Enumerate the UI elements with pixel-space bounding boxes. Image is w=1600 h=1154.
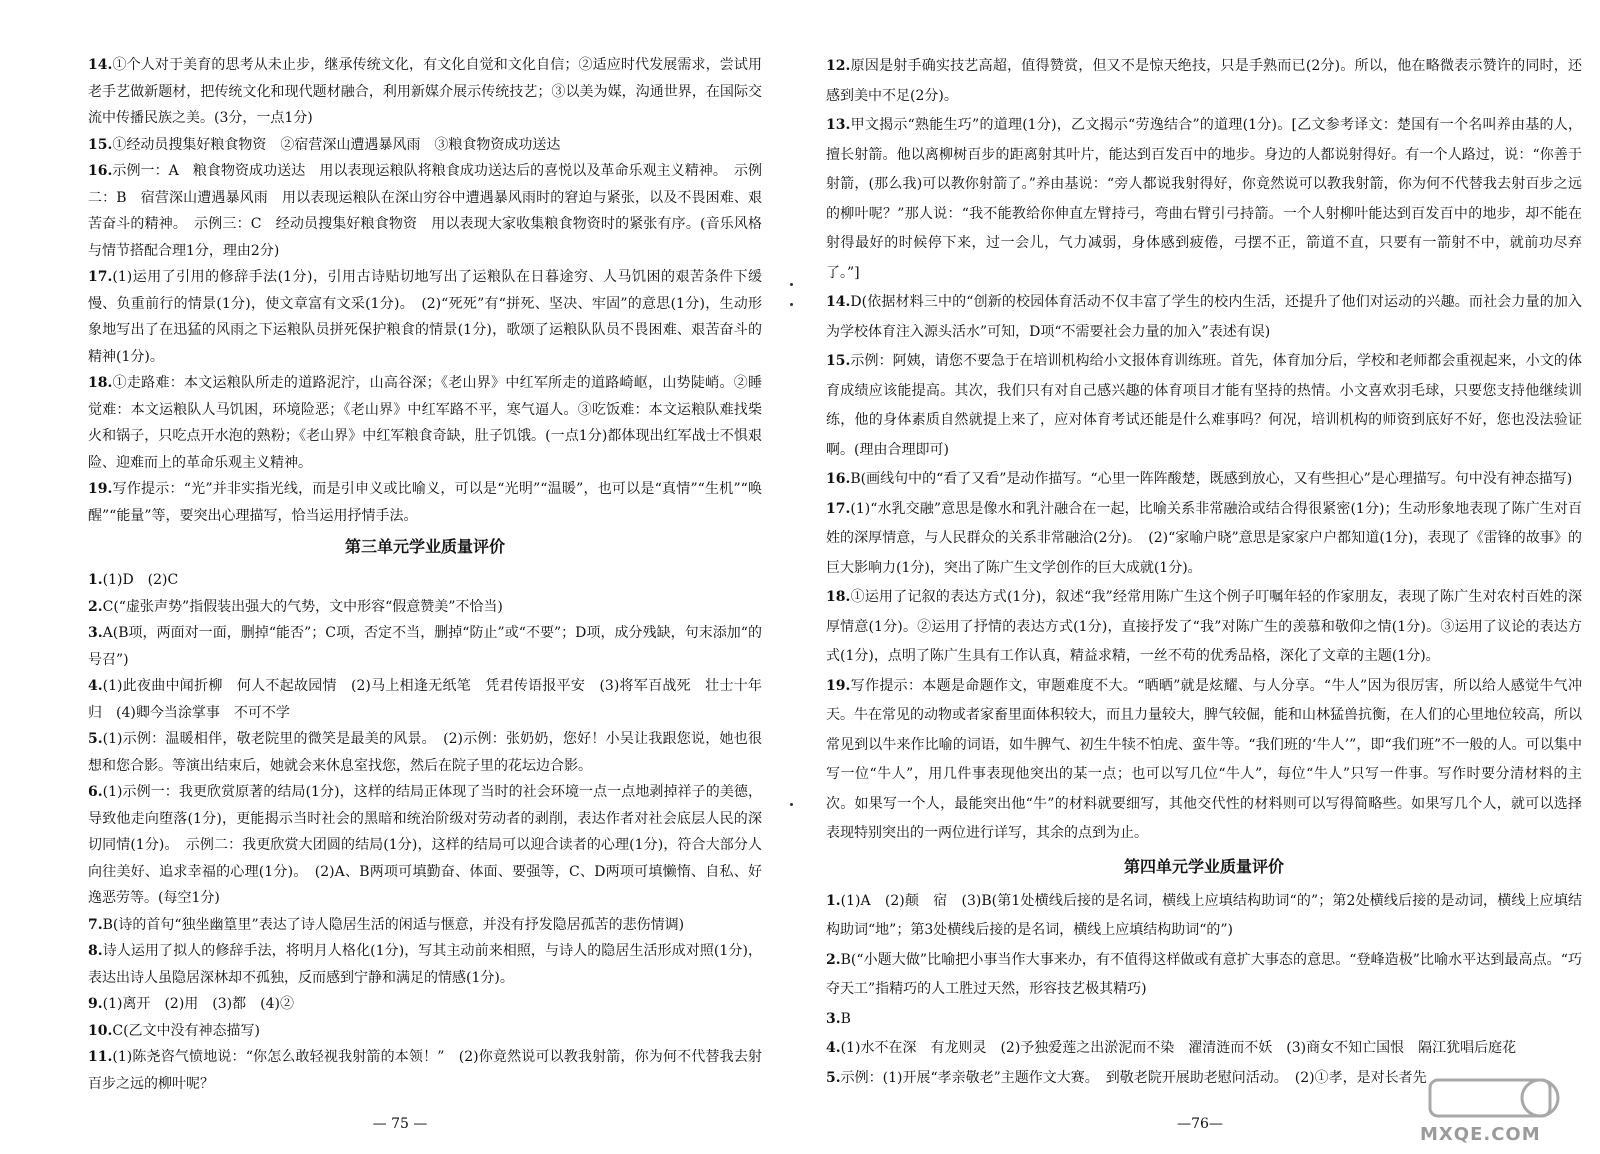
answer-item bbox=[88, 52, 762, 132]
answer-item bbox=[88, 370, 762, 476]
answer-item bbox=[88, 1018, 762, 1045]
answer-text: (1)D (2)C bbox=[102, 572, 179, 588]
answer-number: 8. bbox=[88, 943, 103, 959]
answer-number: 15. bbox=[826, 353, 851, 369]
answer-item bbox=[826, 583, 1582, 672]
answer-item bbox=[88, 594, 762, 621]
binding-dot bbox=[790, 283, 793, 286]
section-title-unit3: 第三单元学业质量评价 bbox=[344, 537, 505, 556]
answer-text: 原因是射手确实技艺高超，值得赞赏，但又不是惊天绝技，只是手熟而已(2分)。所以，他在略微表示赞许的同时，还感到美中不足(2分)。 bbox=[826, 58, 1582, 104]
answer-number: 17. bbox=[88, 269, 113, 285]
answer-number: 6. bbox=[88, 784, 103, 800]
right-page bbox=[800, 0, 1600, 1154]
page-number-right: —76— bbox=[1177, 1116, 1223, 1132]
answer-text: ①个人对于美育的思考从未止步，继承传统文化，有文化自觉和文化自信；②适应时代发展需求，尝试用老手艺做新题材，把传统文化和现代题材融合，利用新媒介展示传统技艺；③以美为媒，沟通世界，在国际交流中传播民族之美。(3分，一点1分) bbox=[88, 57, 762, 126]
left-answers-bottom bbox=[88, 567, 762, 1097]
answer-text: (1)A (2)颠 宿 (3)B(第1处横线后接的是名词，横线上应填结构助词“的”；第2处横线后接的是动词，横线上应填结构助词“地”；第3处横线后接的是名词，横线上应填结构助词“的”) bbox=[826, 892, 1582, 938]
answer-number: 1. bbox=[88, 572, 103, 588]
answer-text: (1)陈尧咨气愤地说：“你怎么敢轻视我射箭的本领！” (2)你竟然说可以教我射箭，你为何不代替我去射百步之远的柳叶呢？ bbox=[88, 1049, 762, 1092]
watermark-logo bbox=[1370, 1076, 1580, 1146]
answer-text: B(诗的首句“独坐幽篁里”表达了诗人隐居生活的闲适与惬意，并没有抒发隐居孤苦的悲伤情调) bbox=[102, 916, 685, 933]
answer-item bbox=[88, 726, 762, 779]
answer-item bbox=[826, 1005, 1582, 1035]
answer-item bbox=[88, 620, 762, 673]
answer-text: ①经动员搜集好粮食物资 ②宿营深山遭遇暴风雨 ③粮食物资成功送达 bbox=[112, 136, 561, 153]
right-answers-bottom bbox=[826, 887, 1582, 1094]
answer-number: 17. bbox=[826, 500, 851, 517]
answer-number: 2. bbox=[88, 598, 103, 615]
answer-number: 4. bbox=[826, 1040, 841, 1056]
answer-item bbox=[88, 476, 762, 529]
answer-number: 10. bbox=[88, 1022, 113, 1039]
answer-item bbox=[826, 672, 1582, 849]
answer-text: (1)运用了引用的修辞手法(1分)，引用古诗贴切地写出了运粮队在日暮途穷、人马饥困的艰苦条件下缓慢、负重前行的情景(1分)，使文章富有文采(1分)。 (2)“死死”有“拼死、坚决、牢固”的意思(1分)，生动形象地写出了在迅猛的风雨之下运粮队员拼死保护粮食的情景(1分)，歌颂了运粮队队员不畏困难、艰苦奋斗的精神(1分)。 bbox=[88, 269, 762, 365]
answer-number: 13. bbox=[826, 117, 851, 133]
page-number-left: — 75 — bbox=[372, 1116, 428, 1132]
answer-number: 5. bbox=[826, 1069, 841, 1086]
answer-text: 甲文揭示“熟能生巧”的道理(1分)，乙文揭示“劳逸结合”的道理(1分)。[乙文参考译文：楚国有一个名叫养由基的人，擅长射箭。他以离柳树百步的距离射其叶片，能达到百发百中的地步。身边的人都说射得好。有一个人路过，说：“你善于射箭，(那么我)可以教你射箭了。”养由基说：“旁人都说我射得好，你竟然说可以教我射箭，你为何不代替我去射百步之远的柳叶呢？”那人说：“我不能教给你伸直左臂持弓，弯曲右臂引弓持箭。一个人射柳叶能达到百发百中的地步，却不能在射得最好的时候停下来，过一会儿，气力减弱，身体感到疲倦，弓摆不正，箭道不直，只要有一箭射不中，就前功尽弃了。”] bbox=[826, 117, 1582, 281]
answer-text: C(乙文中没有神态描写) bbox=[112, 1022, 260, 1039]
answer-item bbox=[88, 158, 762, 264]
answer-number: 19. bbox=[88, 481, 113, 497]
answer-item bbox=[826, 495, 1582, 584]
answer-item bbox=[88, 132, 762, 159]
answer-number: 18. bbox=[88, 375, 113, 391]
answer-item bbox=[88, 673, 762, 726]
answer-item bbox=[826, 1034, 1582, 1064]
watermark-text: MXQE.COM bbox=[1420, 1124, 1541, 1145]
answer-number: 15. bbox=[88, 136, 113, 153]
answer-item bbox=[88, 567, 762, 594]
answer-text: 写作提示：本题是命题作文，审题难度不大。“晒晒”就是炫耀、与人分享。“牛人”因为很厉害，所以给人感觉牛气冲天。牛在常见的动物或者家畜里面体积较大，而且力量较大，脾气较倔，能和山林猛兽抗衡，在人们的心里地位较高，所以常见到以牛来作比喻的词语，如牛脾气、初生牛犊不怕虎、蛮牛等。“我们班的‘牛人’”，即“我们班”不一般的人。可以集中写一位“牛人”，用几件事表现他突出的某一点；也可以写几位“牛人”，每位“牛人”只写一件事。写作时要分清材料的主次。如果写一个人，最能突出他“牛”的材料就要细写，其他交代性的材料则可以写得简略些。如果写几个人，就可以选择表现特别突出的一两位进行详写，其余的点到为止。 bbox=[826, 677, 1582, 841]
answer-text: B bbox=[840, 1010, 851, 1027]
answer-number: 12. bbox=[826, 58, 851, 74]
answer-text: ①运用了记叙的表达方式(1分)，叙述“我”经常用陈广生这个例子叮嘱年轻的作家朋友，表现了陈广生对农村百姓的深厚情意(1分)。②运用了抒情的表达方式(1分)，直接抒发了“我”对陈广生的羡慕和敬仰之情(1分)。③运用了议论的表达方式(1分)，点明了陈广生具有工作认真，精益求精，一丝不苟的优秀品格，深化了文章的主题(1分)。 bbox=[826, 589, 1582, 664]
answer-item bbox=[826, 946, 1582, 1005]
answer-item bbox=[826, 887, 1582, 946]
answer-item bbox=[826, 465, 1582, 495]
answer-item bbox=[826, 111, 1582, 288]
answer-number: 4. bbox=[88, 678, 103, 694]
answer-text: ①走路难：本文运粮队所走的道路泥泞，山高谷深；《老山界》中红军所走的道路崎岖，山势陡峭。②睡觉难：本文运粮队人马饥困，环境险恶；《老山界》中红军路不平，寒气逼人。③吃饭难：本文运粮队难找柴火和锅子，只吃点开水泡的熟粉；《老山界》中红军粮食奇缺，肚子饥饿。(一点1分)都体现出红军战士不惧艰险、迎难而上的革命乐观主义精神。 bbox=[88, 375, 762, 471]
answer-number: 3. bbox=[88, 625, 103, 641]
answer-number: 16. bbox=[826, 471, 851, 487]
answer-text: B(“小题大做”比喻把小事当作大事来办，有不值得这样做或有意扩大事态的意思。“登峰造极”比喻水平达到最高点。“巧夺天工”指精巧的人工胜过天然，形容技艺极其精巧) bbox=[826, 951, 1582, 997]
answer-text: 示例：(1)开展“孝亲敬老”主题作文大赛。 到敬老院开展助老慰问活动。 (2)①孝，是对长者先 bbox=[840, 1069, 1427, 1086]
answer-text: D(依据材料三中的“创新的校园体育活动不仅丰富了学生的校内生活，还提升了他们对运动的兴趣。而社会力量的加入为学校体育注入源头活水”可知，D项“不需要社会力量的加入”表述有误) bbox=[826, 294, 1582, 340]
answer-number: 2. bbox=[826, 951, 841, 968]
answer-item bbox=[88, 264, 762, 370]
answer-number: 7. bbox=[88, 916, 103, 933]
answer-item bbox=[826, 288, 1582, 347]
answer-number: 3. bbox=[826, 1010, 841, 1027]
section-title-unit4: 第四单元学业质量评价 bbox=[1123, 856, 1284, 876]
binding-dot bbox=[790, 803, 793, 806]
answer-text: (1)“水乳交融”意思是像水和乳汁融合在一起，比喻关系非常融洽或结合得很紧密(1分)；生动形象地表现了陈广生对百姓的深厚情意，与人民群众的关系非常融洽(2分)。 (2)“家喻户晓”意思是家家户户都知道(1分)，表现了《雷锋的故事》的巨大影响力(1分)，突出了陈广生文学创作的巨大成就(1分)。 bbox=[826, 500, 1582, 576]
answer-number: 11. bbox=[88, 1049, 113, 1065]
answer-text: (1)水不在深 有龙则灵 (2)予独爱莲之出淤泥而不染 濯清涟而不妖 (3)商女不知亡国恨 隔江犹唱后庭花 bbox=[840, 1040, 1517, 1056]
left-answers-top bbox=[88, 52, 762, 529]
binding-dot bbox=[790, 303, 793, 306]
answer-number: 1. bbox=[826, 892, 841, 909]
answer-text: 示例：阿姨，请您不要急于在培训机构给小文报体育训练班。首先，体育加分后，学校和老师都会重视起来，小文的体育成绩应该能提高。其次，我们只有对自己感兴趣的体育项目才能有坚持的热情。小文喜欢羽毛球，只要您支持他继续训练，他的身体素质自然就提上来了，应对体育考试还能是什么难事吗？何况，培训机构的师资到底好不好，您也没法验证啊。(理由合理即可) bbox=[826, 353, 1582, 458]
answer-text: A(B项，两面对一面，删掉“能否”；C项，否定不当，删掉“防止”或“不要”；D项，成分残缺，句末添加“的号召”) bbox=[88, 625, 762, 668]
answer-item bbox=[88, 1044, 762, 1097]
answer-text: (1)示例：温暖相伴，敬老院里的微笑是最美的风景。 (2)示例：张奶奶，您好！小吴让我跟您说，她也很想和您合影。等演出结束后，她就会来休息室找您，然后在院子里的花坛边合影。 bbox=[88, 731, 762, 774]
answer-number: 5. bbox=[88, 731, 103, 747]
answer-text: 示例一：A 粮食物资成功送达 用以表现运粮队将粮食成功送达后的喜悦以及革命乐观主义精神。 示例二：B 宿营深山遭遇暴风雨 用以表现运粮队在深山穷谷中遭遇暴风雨时的窘迫与紧张，以及不畏困难、艰苦奋斗的精神。 示例三：C 经动员搜集好粮食物资 用以表现大家收集粮食物资时的紧张有序。(音乐风格与情节搭配合理1分，理由2分) bbox=[88, 163, 762, 259]
answer-text: B(画线句中的“看了又看”是动作描写。“心里一阵阵酸楚，既感到放心，又有些担心”是心理描写。句中没有神态描写) bbox=[850, 471, 1573, 487]
answer-item bbox=[88, 912, 762, 939]
answer-number: 9. bbox=[88, 996, 103, 1012]
answer-number: 16. bbox=[88, 163, 113, 179]
answer-text: C(“虚张声势”指假装出强大的气势，文中形容“假意赞美”不恰当) bbox=[102, 598, 503, 615]
answer-text: (1)示例一：我更欣赏原著的结局(1分)，这样的结局正体现了当时的社会环境一点一点地剥掉祥子的美德，导致他走向堕落(1分)，更能揭示当时社会的黑暗和统治阶级对劳动者的剥削，表达作者对社会底层人民的深切同情(1分)。 示例二：我更欣赏大团圆的结局(1分)，这样的结局可以迎合读者的心理(1分)，符合大部分人向往美好、追求幸福的心理(1分)。 (2)A、B两项可填勤奋、体面、要强等，C、D两项可填懒惰、自私、好逸恶劳等。(每空1分) bbox=[88, 784, 762, 906]
answer-item bbox=[88, 779, 762, 912]
answer-number: 19. bbox=[826, 677, 851, 694]
right-answers-top bbox=[826, 52, 1582, 849]
answer-item bbox=[88, 938, 762, 991]
answer-number: 18. bbox=[826, 589, 851, 605]
answer-item bbox=[826, 347, 1582, 465]
answer-text: (1)此夜曲中闻折柳 何人不起故园情 (2)马上相逢无纸笔 凭君传语报平安 (3)将军百战死 壮士十年归 (4)卿今当涂掌事 不可不学 bbox=[88, 678, 762, 721]
answer-item bbox=[88, 991, 762, 1018]
answer-text: 诗人运用了拟人的修辞手法，将明月人格化(1分)，写其主动前来相照，与诗人的隐居生活形成对照(1分)，表达出诗人虽隐居深林却不孤独，反而感到宁静和满足的情感(1分)。 bbox=[88, 943, 762, 986]
answer-number: 14. bbox=[826, 294, 851, 310]
answer-number: 14. bbox=[88, 57, 113, 73]
answer-item bbox=[826, 52, 1582, 111]
answer-text: (1)离开 (2)用 (3)都 (4)② bbox=[102, 996, 294, 1012]
answer-text: 写作提示：“光”并非实指光线，而是引申义或比喻义，可以是“光明”“温暖”，也可以是“真情”“生机”“唤醒”“能量”等，要突出心理描写，恰当运用抒情手法。 bbox=[88, 481, 762, 524]
